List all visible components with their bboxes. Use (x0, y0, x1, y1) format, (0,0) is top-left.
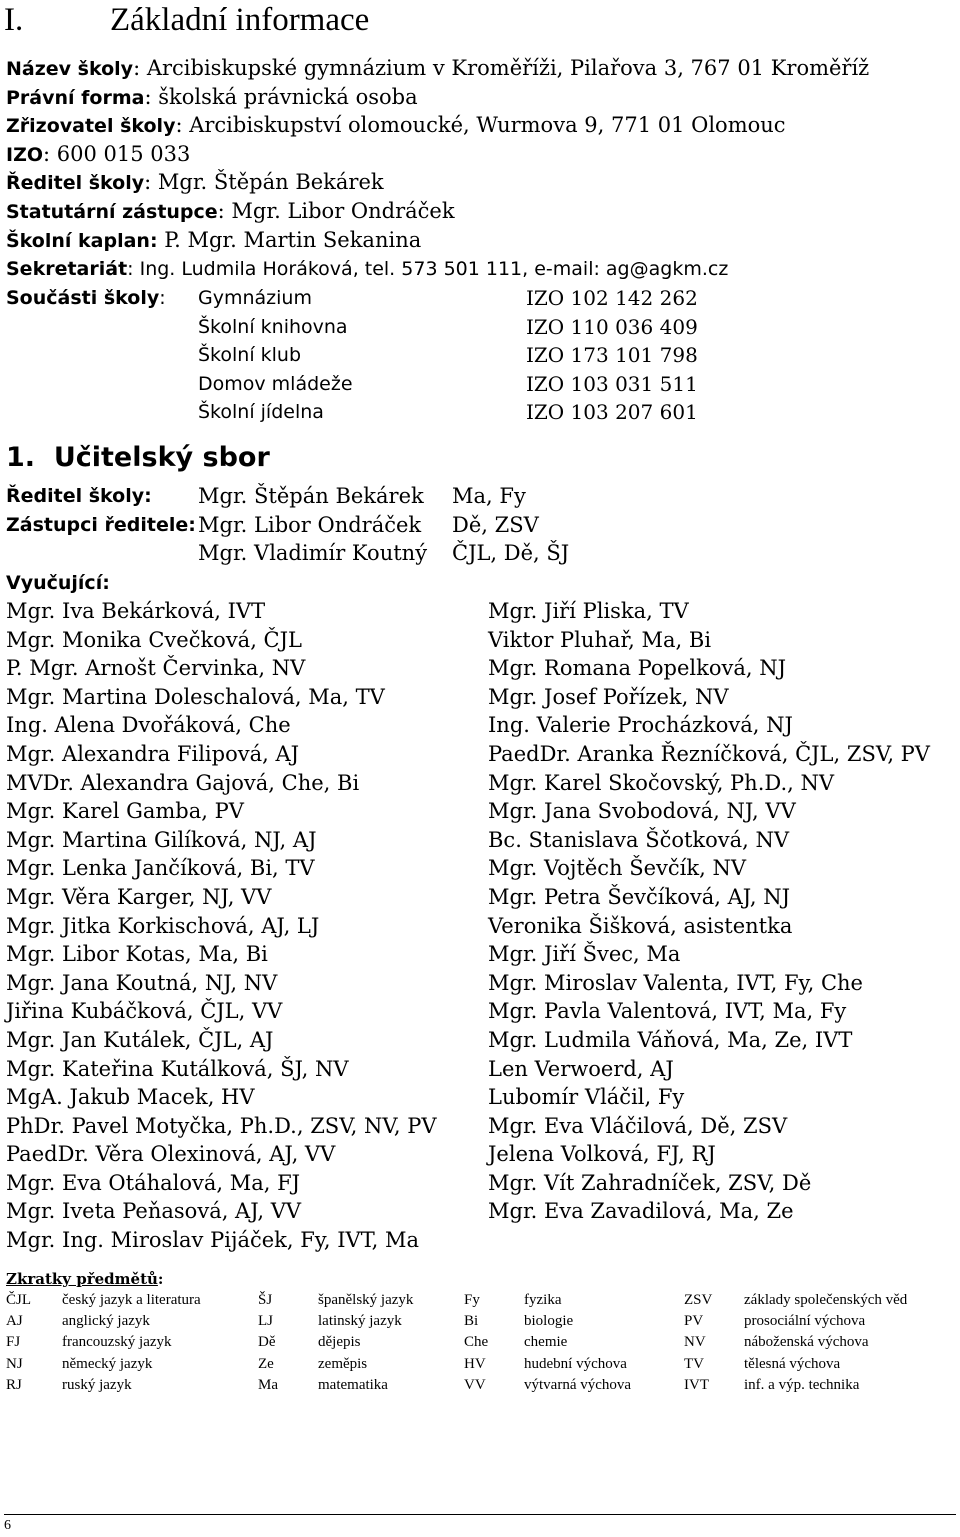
teacher-item: Mgr. Vít Zahradníček, ZSV, Dě (488, 1170, 812, 1195)
leader-name: Mgr. Libor Ondráček (198, 512, 422, 537)
school-part-izo: IZO 173 101 798 (526, 343, 698, 368)
director-label: Ředitel školy (6, 172, 145, 195)
teacher-item: Mgr. Miroslav Valenta, IVT, Fy, Che (488, 970, 863, 995)
abbreviation-code: ŠJ (258, 1292, 273, 1308)
school-part-name: Školní knihovna (198, 315, 348, 338)
teacher-item: Mgr. Jana Svobodová, NJ, VV (488, 799, 796, 824)
statutory-value: : Mgr. Libor Ondráček (217, 198, 455, 223)
teacher-item: MVDr. Alexandra Gajová, Che, Bi (6, 770, 360, 795)
izo-label: IZO (6, 143, 43, 166)
school-name-value: : Arcibiskupské gymnázium v Kroměříži, Pilařova 3, 767 01 Kroměříž (133, 56, 870, 80)
teacher-item: Mgr. Kateřina Kutálková, ŠJ, NV (6, 1056, 349, 1081)
teacher-item: Mgr. Romana Popelková, NJ (488, 656, 787, 681)
teachers-label: Vyučující: (6, 572, 110, 594)
izo-line (6, 140, 956, 169)
teacher-item: Mgr. Monika Cvečková, ČJL (6, 627, 302, 652)
abbreviation-name: německý jazyk (62, 1355, 153, 1372)
teacher-item: PhDr. Pavel Motyčka, Ph.D., ZSV, NV, PV (6, 1113, 437, 1138)
abbreviation-code: NJ (6, 1355, 23, 1372)
leader-subjects: Ma, Fy (452, 484, 526, 508)
teacher-item: Mgr. Jan Kutálek, ČJL, AJ (6, 1027, 274, 1052)
director-line (6, 168, 956, 197)
leader-row (6, 539, 956, 568)
school-part-row (6, 341, 956, 370)
abbreviation-name: dějepis (318, 1334, 361, 1351)
teacher-item: MgA. Jakub Macek, HV (6, 1085, 255, 1110)
teacher-item: Bc. Stanislava Ščotková, NV (488, 827, 790, 852)
abbreviation-name: hudební výchova (524, 1355, 627, 1372)
abbreviation-code: NV (684, 1334, 706, 1351)
page-heading (4, 0, 369, 40)
teacher-item: Mgr. Eva Vláčilová, Dě, ZSV (488, 1113, 788, 1138)
abbreviation-code: Ze (258, 1355, 274, 1372)
school-part-izo: IZO 102 142 262 (526, 286, 698, 310)
abbreviation-name: biologie (524, 1313, 574, 1330)
abbreviation-name: anglický jazyk (62, 1313, 150, 1330)
teachers-column-right (488, 597, 930, 1226)
secretary-label: Sekretariát (6, 258, 128, 281)
abbreviation-code: RJ (6, 1376, 22, 1393)
abbreviations-title-colon: : (157, 1270, 164, 1288)
chaplain-label: Školní kaplan: (6, 229, 158, 252)
teacher-item: Mgr. Vojtěch Ševčík, NV (488, 856, 747, 881)
teacher-item: Mgr. Petra Ševčíková, AJ, NJ (488, 884, 791, 909)
founder-value: : Arcibiskupství olomoucké, Wurmova 9, 771 01 Olomouc (175, 113, 786, 138)
leader-label: Zástupci ředitele: (6, 513, 196, 536)
legal-form-label: Právní forma (6, 86, 145, 109)
leader-name: Mgr. Štěpán Bekárek (198, 484, 424, 508)
teachers-column-left (6, 597, 437, 1255)
teacher-item: Mgr. Ing. Miroslav Pijáček, Fy, IVT, Ma (6, 1228, 419, 1253)
abbreviation-name: fyzika (524, 1292, 562, 1308)
school-parts-label (6, 284, 166, 313)
teacher-item: Ing. Valerie Procházková, NJ (488, 713, 793, 738)
school-part-name: Školní klub (198, 344, 302, 367)
abbreviation-code: ZSV (684, 1292, 713, 1308)
abbreviation-name: inf. a výp. technika (744, 1376, 860, 1393)
basic-info-block (6, 54, 956, 283)
teacher-item: PaedDr. Věra Olexinová, AJ, VV (6, 1142, 336, 1167)
chaplain-value: P. Mgr. Martin Sekanina (157, 227, 422, 252)
school-part-name: Gymnázium (198, 287, 312, 309)
teacher-item: Mgr. Pavla Valentová, IVT, Ma, Fy (488, 999, 847, 1024)
abbreviation-name: ruský jazyk (62, 1376, 132, 1393)
abbreviation-code: Dě (258, 1334, 276, 1351)
teacher-item: Mgr. Martina Gilíková, NJ, AJ (6, 827, 317, 852)
leader-label: Ředitel školy: (6, 485, 152, 507)
teacher-item: Mgr. Eva Otáhalová, Ma, FJ (6, 1170, 301, 1195)
abbreviation-code: PV (684, 1313, 704, 1330)
secretary-line (6, 254, 956, 283)
school-parts-label-colon: : (159, 287, 166, 309)
teacher-item: Jelena Volková, FJ, RJ (488, 1142, 716, 1167)
teacher-item: Mgr. Jiří Švec, Ma (488, 942, 681, 967)
abbreviation-code: TV (684, 1355, 704, 1372)
founder-label: Zřizovatel školy (6, 115, 176, 138)
legal-form-line (6, 83, 956, 112)
heading-title: Základní informace (110, 2, 370, 38)
teacher-item: Mgr. Lenka Jančíková, Bi, TV (6, 856, 315, 881)
abbreviation-code: ČJL (6, 1292, 32, 1308)
teacher-item: Ing. Alena Dvořáková, Che (6, 713, 291, 738)
school-parts-label-text: Součásti školy (6, 287, 160, 309)
chaplain-line (6, 226, 956, 255)
school-part-name: Školní jídelna (198, 401, 324, 424)
teacher-item: Mgr. Josef Pořízek, NV (488, 684, 729, 709)
abbreviations-title-text: Zkratky předmětů (6, 1270, 158, 1288)
leader-subjects: ČJL, Dě, ŠJ (452, 541, 570, 566)
teacher-item: Lubomír Vláčil, Fy (488, 1085, 685, 1110)
abbreviation-name: český jazyk a literatura (62, 1292, 201, 1308)
teacher-item: Mgr. Jiří Pliska, TV (488, 599, 689, 623)
teacher-item: Mgr. Eva Zavadilová, Ma, Ze (488, 1199, 794, 1224)
teacher-item: Jiřina Kubáčková, ČJL, VV (6, 999, 283, 1024)
teacher-item: Mgr. Karel Skočovský, Ph.D., NV (488, 770, 835, 795)
school-part-izo: IZO 103 207 601 (526, 400, 698, 425)
leader-row (6, 511, 956, 540)
teacher-item: Mgr. Libor Kotas, Ma, Bi (6, 942, 268, 967)
heading-number: I. (4, 2, 24, 38)
teacher-item: Mgr. Jana Koutná, NJ, NV (6, 970, 278, 995)
abbreviation-code: HV (464, 1355, 486, 1372)
teacher-item: Mgr. Iveta Peňasová, AJ, VV (6, 1199, 302, 1224)
legal-form-value: : školská právnická osoba (144, 84, 418, 109)
teacher-item: Len Verwoerd, AJ (488, 1056, 674, 1081)
abbreviation-code: FJ (6, 1334, 21, 1351)
footer-divider (4, 1514, 956, 1515)
abbreviation-code: Ma (258, 1376, 278, 1393)
abbreviation-name: chemie (524, 1334, 568, 1351)
school-part-row (6, 284, 956, 313)
teacher-item: Mgr. Jitka Korkischová, AJ, LJ (6, 913, 320, 938)
abbreviation-name: francouzský jazyk (62, 1334, 172, 1351)
teacher-item: Viktor Pluhař, Ma, Bi (488, 627, 712, 652)
teacher-item: P. Mgr. Arnošt Červinka, NV (6, 656, 306, 681)
leader-subjects: Dě, ZSV (452, 512, 539, 537)
director-value: : Mgr. Štěpán Bekárek (144, 170, 384, 195)
founder-line (6, 111, 956, 140)
school-part-name: Domov mládeže (198, 372, 353, 395)
abbreviation-code: AJ (6, 1313, 23, 1330)
abbreviation-name: tělesná výchova (744, 1355, 841, 1372)
teacher-item: PaedDr. Aranka Řezníčková, ČJL, ZSV, PV (488, 741, 930, 766)
leadership-block (6, 482, 956, 568)
leader-row (6, 482, 956, 511)
abbreviation-name: zeměpis (318, 1355, 368, 1372)
teacher-item: Mgr. Alexandra Filipová, AJ (6, 741, 300, 766)
abbreviation-name: základy společenských věd (744, 1292, 908, 1308)
school-part-row (6, 313, 956, 342)
school-part-izo: IZO 110 036 409 (526, 314, 698, 339)
school-part-izo: IZO 103 031 511 (526, 371, 698, 396)
page-number: 6 (4, 1518, 11, 1533)
teacher-item: Mgr. Ludmila Váňová, Ma, Ze, IVT (488, 1027, 853, 1052)
secretary-value: : Ing. Ludmila Horáková, tel. 573 501 111, e-mail: ag@agkm.cz (127, 258, 729, 281)
teacher-item: Mgr. Iva Bekárková, IVT (6, 599, 266, 623)
teacher-item: Mgr. Martina Doleschalová, Ma, TV (6, 684, 385, 709)
school-parts-block (6, 284, 956, 427)
abbreviation-name: latinský jazyk (318, 1313, 402, 1330)
abbreviation-code: Fy (464, 1292, 480, 1308)
abbreviation-code: Che (464, 1334, 489, 1351)
school-name-line (6, 54, 956, 83)
statutory-label: Statutární zástupce (6, 200, 218, 223)
abbreviation-code: LJ (258, 1313, 273, 1330)
abbreviation-name: prosociální výchova (744, 1313, 866, 1330)
teacher-item: Veronika Šišková, asistentka (488, 913, 793, 938)
abbreviation-code: VV (464, 1376, 486, 1393)
school-part-row (6, 398, 956, 427)
statutory-line (6, 197, 956, 226)
teacher-item: Mgr. Karel Gamba, PV (6, 799, 244, 824)
abbreviation-name: matematika (318, 1376, 388, 1393)
school-name-label: Název školy (6, 58, 134, 80)
section-heading-teaching-staff: 1. Učitelský sbor (6, 442, 270, 473)
abbreviation-name: náboženská výchova (744, 1334, 869, 1351)
teacher-item: Mgr. Věra Karger, NJ, VV (6, 884, 272, 909)
abbreviations-title (6, 1268, 163, 1290)
izo-value: : 600 015 033 (43, 141, 191, 166)
abbreviation-code: Bi (464, 1313, 479, 1330)
abbreviation-code: IVT (684, 1376, 709, 1393)
leader-name: Mgr. Vladimír Koutný (198, 541, 428, 566)
school-part-row (6, 370, 956, 399)
abbreviation-name: výtvarná výchova (524, 1376, 632, 1393)
abbreviation-name: španělský jazyk (318, 1292, 414, 1308)
